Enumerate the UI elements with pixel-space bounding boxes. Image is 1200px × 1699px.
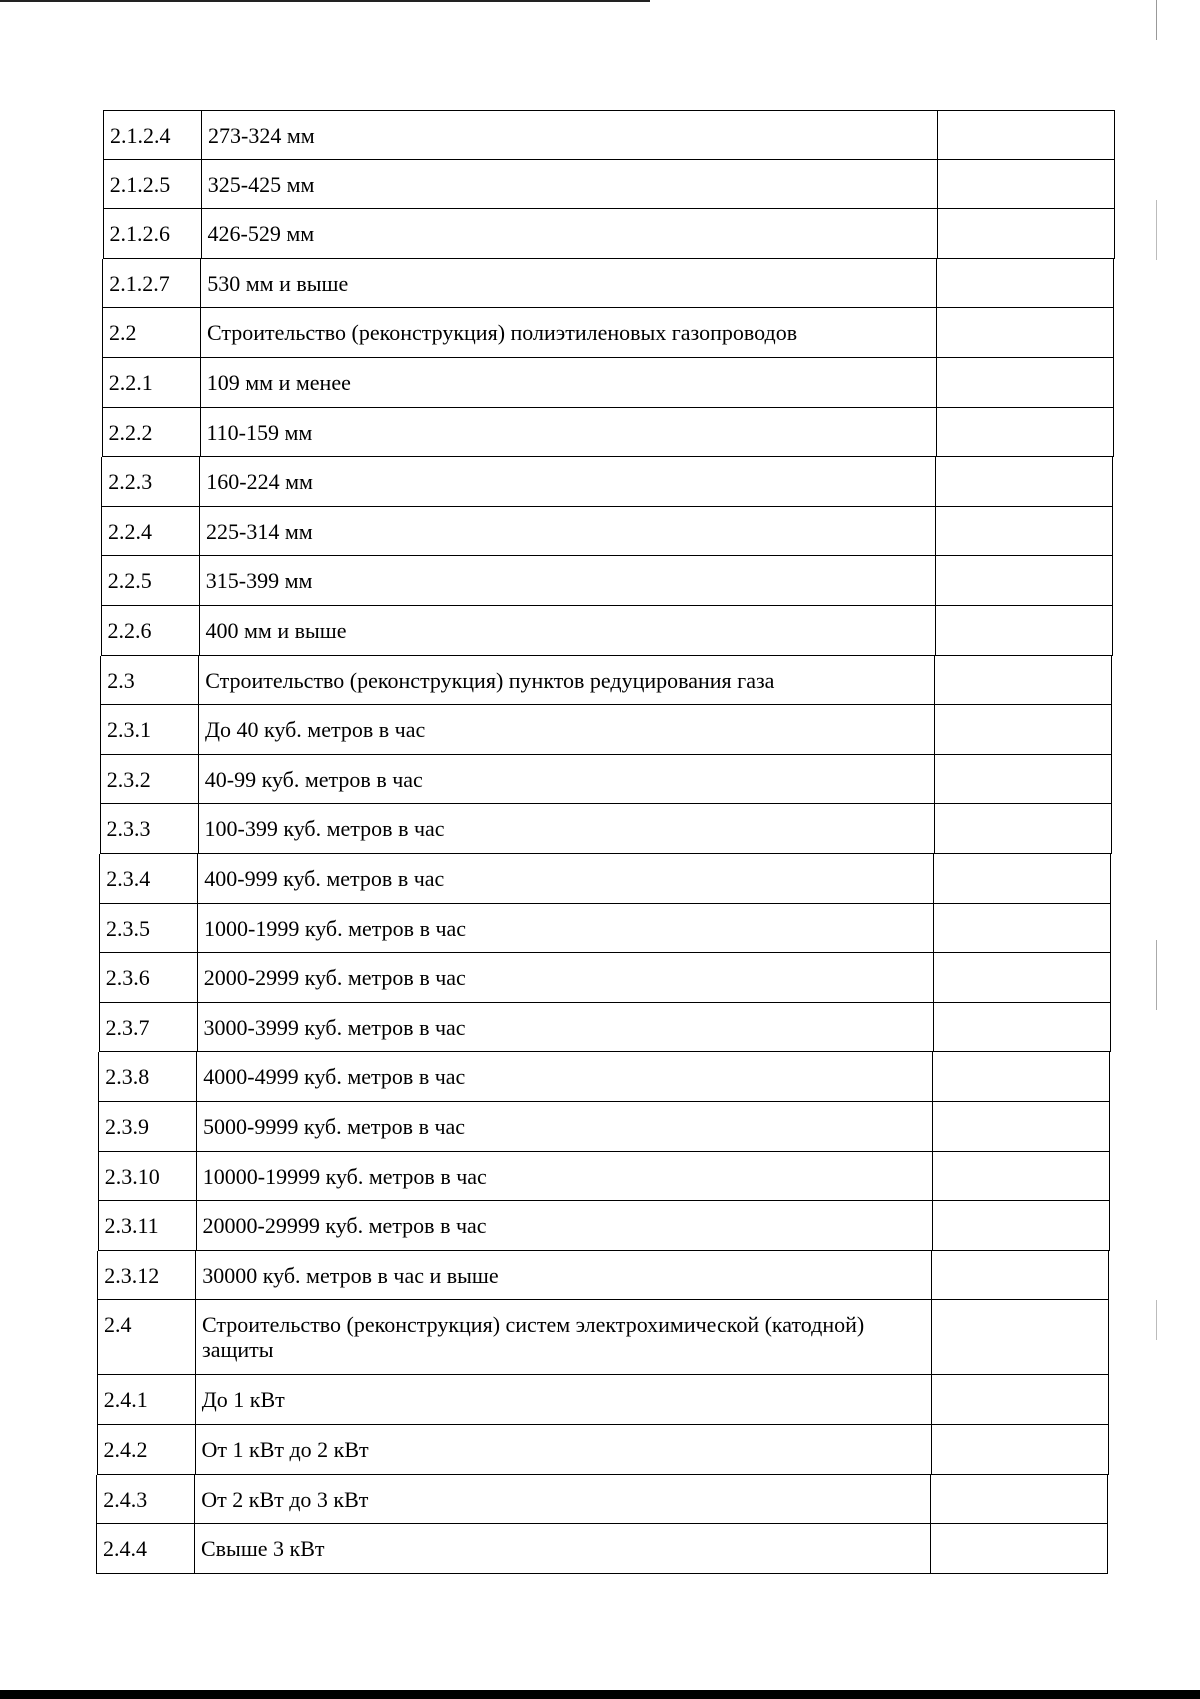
row-description: 225-314 мм — [200, 507, 936, 556]
row-description: 1000-1999 куб. метров в час — [198, 904, 934, 953]
row-value — [930, 1425, 1108, 1474]
row-number: 2.3.6 — [100, 953, 198, 1002]
row-number: 2.4.2 — [98, 1425, 196, 1474]
row-description: 109 мм и менее — [201, 358, 937, 407]
row-value — [933, 705, 1111, 754]
row-value — [936, 209, 1114, 258]
row-number: 2.2.2 — [103, 408, 201, 457]
row-value — [931, 1152, 1109, 1201]
row-value — [934, 606, 1112, 655]
row-value — [935, 408, 1113, 457]
table-row — [99, 953, 1111, 1003]
row-number: 2.2.5 — [102, 556, 200, 605]
row-description: 400-999 куб. метров в час — [198, 854, 934, 903]
table-row — [99, 854, 1111, 904]
row-value — [934, 457, 1112, 506]
row-number: 2.2.1 — [103, 358, 201, 407]
row-description: 5000-9999 куб. метров в час — [197, 1102, 933, 1151]
scan-bottom-edge — [0, 1690, 1200, 1699]
row-value — [931, 1052, 1109, 1101]
row-value — [930, 1251, 1108, 1300]
row-value — [935, 259, 1113, 308]
row-description: 100-399 куб. метров в час — [199, 804, 935, 853]
row-value — [931, 1102, 1109, 1151]
row-number: 2.3.11 — [99, 1201, 197, 1250]
row-value — [930, 1300, 1108, 1374]
row-number: 2.1.2.4 — [104, 111, 202, 159]
row-number: 2.3.5 — [100, 904, 198, 953]
row-value — [934, 556, 1112, 605]
row-description: Свыше 3 кВт — [195, 1524, 931, 1573]
row-description: 110-159 мм — [201, 408, 937, 457]
row-value — [936, 111, 1114, 159]
row-number: 2.3.2 — [101, 755, 199, 804]
row-value — [930, 1375, 1108, 1424]
table-row — [101, 606, 1113, 656]
table-row — [101, 556, 1113, 606]
table-row — [103, 160, 1115, 210]
row-number: 2.1.2.7 — [103, 259, 201, 308]
table-row — [100, 755, 1112, 805]
row-value — [933, 656, 1111, 705]
row-number: 2.4.3 — [97, 1475, 195, 1524]
row-description: 315-399 мм — [200, 556, 936, 605]
table-row — [101, 507, 1113, 557]
row-number: 2.3.8 — [99, 1052, 197, 1101]
row-description: 273-324 мм — [202, 111, 938, 159]
row-value — [934, 507, 1112, 556]
table-row — [100, 705, 1112, 755]
row-description: 400 мм и выше — [200, 606, 936, 655]
row-value — [935, 308, 1113, 357]
table-row — [97, 1251, 1109, 1301]
row-value — [936, 160, 1114, 209]
row-description: 3000-3999 куб. метров в час — [198, 1003, 934, 1052]
row-number: 2.3.10 — [99, 1152, 197, 1201]
row-description: 4000-4999 куб. метров в час — [197, 1052, 933, 1101]
row-value — [932, 904, 1110, 953]
row-value — [933, 755, 1111, 804]
row-number: 2.3.12 — [98, 1251, 196, 1300]
row-description: От 1 кВт до 2 кВт — [196, 1425, 932, 1474]
table-row — [97, 1375, 1109, 1425]
table-row — [102, 308, 1114, 358]
table-row — [98, 1102, 1110, 1152]
table-row — [98, 1201, 1110, 1251]
table-row — [103, 110, 1115, 160]
table-row — [96, 1524, 1108, 1574]
row-number: 2.2.3 — [102, 457, 200, 506]
row-number: 2.2.6 — [102, 606, 200, 655]
row-number: 2.3.7 — [100, 1003, 198, 1052]
row-description: 426-529 мм — [202, 209, 938, 258]
row-description: От 2 кВт до 3 кВт — [195, 1475, 931, 1524]
row-number: 2.2 — [103, 308, 201, 357]
row-number: 2.3.1 — [101, 705, 199, 754]
table-row — [99, 904, 1111, 954]
row-description: 530 мм и выше — [201, 259, 937, 308]
table-row — [97, 1425, 1109, 1475]
table-row — [98, 1052, 1110, 1102]
scan-top-edge — [0, 0, 650, 2]
row-number: 2.3.4 — [100, 854, 198, 903]
table-row — [100, 656, 1112, 706]
table-row — [97, 1300, 1109, 1375]
row-number: 2.4.4 — [97, 1524, 195, 1573]
scan-right-edge — [1156, 0, 1157, 1699]
table-row — [102, 259, 1114, 309]
row-value — [929, 1475, 1107, 1524]
row-description: 2000-2999 куб. метров в час — [198, 953, 934, 1002]
row-number: 2.1.2.6 — [104, 209, 202, 258]
row-value — [932, 1003, 1110, 1052]
table-row — [102, 358, 1114, 408]
row-description: До 1 кВт — [196, 1375, 932, 1424]
row-number: 2.3.9 — [99, 1102, 197, 1151]
row-value — [932, 953, 1110, 1002]
row-description: Строительство (реконструкция) систем электрохимической (катодной) защиты — [196, 1300, 932, 1374]
row-number: 2.3.3 — [101, 804, 199, 853]
row-description: До 40 куб. метров в час — [199, 705, 935, 754]
table-row — [103, 209, 1115, 259]
row-value — [929, 1524, 1107, 1573]
row-description: 10000-19999 куб. метров в час — [197, 1152, 933, 1201]
table-row — [100, 804, 1112, 854]
table-row — [99, 1003, 1111, 1053]
row-number: 2.2.4 — [102, 507, 200, 556]
row-description: 20000-29999 куб. метров в час — [197, 1201, 933, 1250]
row-value — [931, 1201, 1109, 1250]
row-description: Строительство (реконструкция) пунктов редуцирования газа — [199, 656, 935, 705]
row-description: 40-99 куб. метров в час — [199, 755, 935, 804]
row-description: 325-425 мм — [202, 160, 938, 209]
row-description: 160-224 мм — [200, 457, 936, 506]
row-description: Строительство (реконструкция) полиэтиленовых газопроводов — [201, 308, 937, 357]
table-row — [96, 1475, 1108, 1525]
table-row — [101, 457, 1113, 507]
row-value — [933, 804, 1111, 853]
row-number: 2.4.1 — [98, 1375, 196, 1424]
row-value — [935, 358, 1113, 407]
table-row — [98, 1152, 1110, 1202]
row-number: 2.1.2.5 — [104, 160, 202, 209]
row-number: 2.3 — [101, 656, 199, 705]
row-number: 2.4 — [98, 1300, 196, 1374]
row-description: 30000 куб. метров в час и выше — [196, 1251, 932, 1300]
table-row — [102, 408, 1114, 458]
row-value — [932, 854, 1110, 903]
